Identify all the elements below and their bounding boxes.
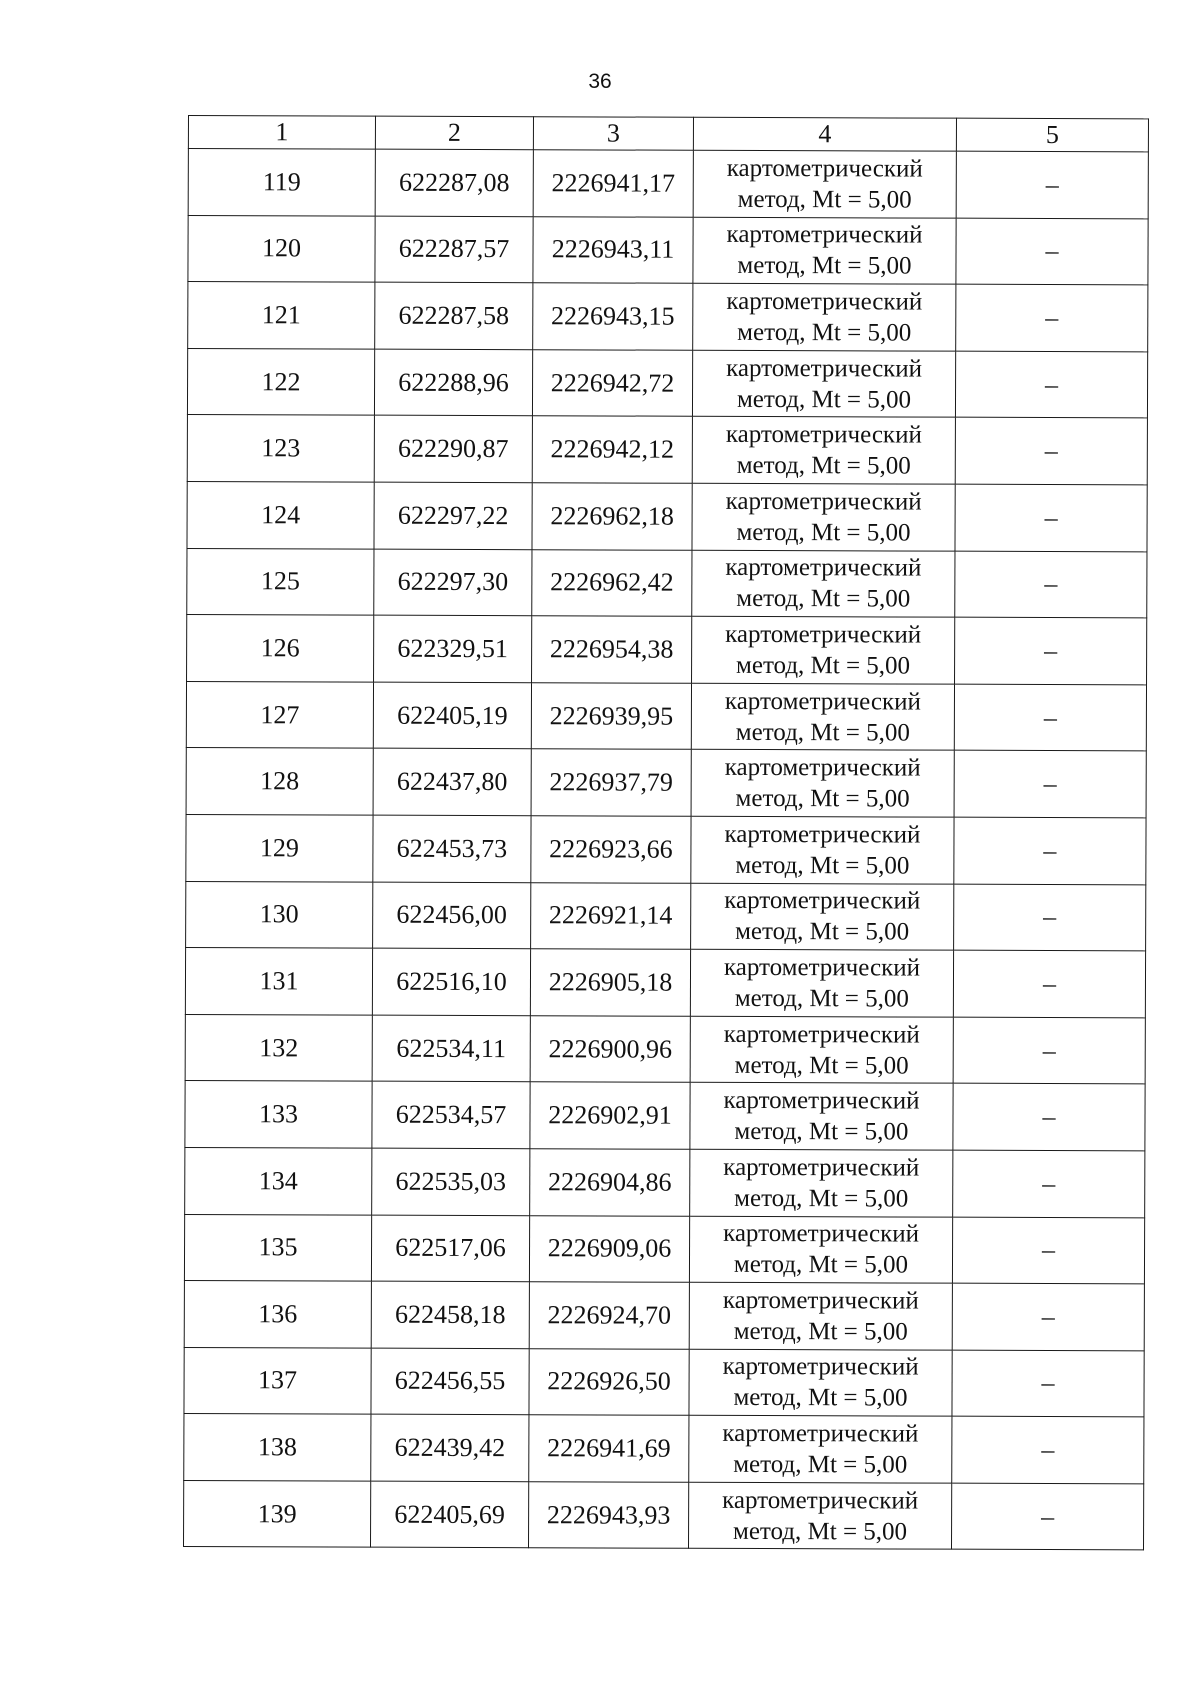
- table-row: [187, 415, 1147, 485]
- method-cell: [690, 1149, 953, 1217]
- y-coordinate-cell: 2226943,11: [533, 216, 693, 283]
- point-number-cell: 136: [184, 1281, 371, 1348]
- y-coordinate-cell: 2226943,15: [533, 283, 693, 350]
- x-coordinate-cell: 622534,11: [372, 1015, 530, 1082]
- method-line-2: метод, Mt = 5,00: [735, 918, 910, 946]
- note-cell: –: [954, 817, 1146, 884]
- point-number-cell: 129: [186, 814, 373, 881]
- point-number-cell: 127: [186, 681, 373, 748]
- point-number-cell: 137: [184, 1347, 371, 1414]
- table-row: [186, 681, 1146, 751]
- point-number-cell: 124: [187, 481, 374, 548]
- point-number-cell: 120: [188, 215, 375, 282]
- method-line-1: картометрический: [723, 1020, 920, 1049]
- method-cell: [693, 150, 956, 218]
- table-row: [184, 1347, 1144, 1417]
- note-cell: –: [956, 151, 1148, 218]
- point-number-cell: 131: [185, 948, 372, 1015]
- table-row: [188, 149, 1148, 219]
- note-cell: –: [954, 684, 1146, 751]
- method-line-2: метод, Mt = 5,00: [735, 785, 910, 813]
- method-cell: [689, 1216, 952, 1284]
- point-number-cell: 134: [185, 1147, 372, 1214]
- table-row: [184, 1281, 1144, 1351]
- note-cell: –: [956, 218, 1148, 285]
- method-line-2: метод, Mt = 5,00: [733, 1317, 908, 1346]
- note-cell: –: [953, 1017, 1145, 1084]
- method-line-1: картометрический: [722, 1286, 919, 1315]
- table-row: [185, 948, 1145, 1018]
- table-header-row: [188, 116, 1148, 152]
- note-cell: –: [954, 884, 1146, 951]
- method-cell: [691, 750, 954, 818]
- method-line-1: картометрический: [726, 354, 923, 383]
- method-line-2: метод, Mt = 5,00: [736, 385, 912, 414]
- y-coordinate-cell: 2226909,06: [529, 1215, 689, 1282]
- note-cell: –: [955, 351, 1147, 418]
- y-coordinate-cell: 2226962,18: [532, 483, 692, 550]
- page-number: 36: [588, 70, 612, 93]
- method-line-1: картометрический: [724, 687, 921, 716]
- x-coordinate-cell: 622405,19: [373, 682, 531, 749]
- method-line-1: картометрический: [725, 421, 922, 449]
- method-line-1: картометрический: [724, 820, 921, 849]
- note-cell: –: [951, 1483, 1143, 1550]
- method-line-2: метод, Mt = 5,00: [736, 585, 911, 613]
- note-cell: –: [954, 751, 1146, 818]
- x-coordinate-cell: 622516,10: [372, 948, 530, 1015]
- method-line-1: картометрический: [722, 1353, 919, 1382]
- method-line-1: картометрический: [726, 221, 923, 249]
- x-coordinate-cell: 622329,51: [374, 615, 532, 682]
- x-coordinate-cell: 622290,87: [374, 416, 532, 483]
- method-line-2: метод, Mt = 5,00: [734, 984, 909, 1013]
- point-number-cell: 130: [186, 881, 373, 948]
- table-row: [184, 1480, 1144, 1550]
- point-number-cell: 126: [187, 615, 374, 682]
- method-cell: [692, 350, 955, 418]
- method-line-2: метод, Mt = 5,00: [736, 651, 911, 680]
- note-cell: –: [956, 284, 1148, 351]
- x-coordinate-cell: 622439,42: [371, 1414, 529, 1481]
- y-coordinate-cell: 2226954,38: [532, 616, 692, 683]
- y-coordinate-cell: 2226939,95: [531, 682, 691, 749]
- table-row: [185, 1014, 1145, 1084]
- method-line-1: картометрический: [724, 754, 921, 782]
- column-header-1: 1: [188, 116, 375, 150]
- y-coordinate-cell: 2226926,50: [529, 1348, 689, 1415]
- method-line-2: метод, Mt = 5,00: [737, 185, 912, 214]
- y-coordinate-cell: 2226902,91: [530, 1082, 690, 1149]
- point-number-cell: 128: [186, 748, 373, 815]
- note-cell: –: [952, 1217, 1144, 1284]
- note-cell: –: [953, 1083, 1145, 1150]
- point-number-cell: 122: [187, 348, 374, 415]
- coordinates-table: [183, 115, 1149, 1551]
- table-row: [187, 481, 1147, 551]
- y-coordinate-cell: 2226941,69: [529, 1415, 689, 1482]
- note-cell: –: [955, 418, 1147, 485]
- x-coordinate-cell: 622288,96: [374, 349, 532, 416]
- table-row: [184, 1414, 1144, 1484]
- method-line-1: картометрический: [723, 1220, 920, 1248]
- x-coordinate-cell: 622517,06: [371, 1215, 529, 1282]
- method-line-1: картометрический: [726, 287, 923, 316]
- y-coordinate-cell: 2226905,18: [530, 949, 690, 1016]
- method-cell: [689, 1282, 952, 1350]
- table-body: [184, 149, 1149, 1551]
- method-line-2: метод, Mt = 5,00: [735, 718, 910, 747]
- method-line-1: картометрический: [722, 1419, 919, 1448]
- note-cell: –: [952, 1350, 1144, 1417]
- method-cell: [689, 1349, 952, 1417]
- method-line-2: метод, Mt = 5,00: [733, 1251, 909, 1279]
- method-line-2: метод, Mt = 5,00: [732, 1517, 908, 1546]
- point-number-cell: 125: [187, 548, 374, 615]
- note-cell: –: [952, 1416, 1144, 1483]
- method-line-1: картометрический: [725, 487, 922, 516]
- method-cell: [688, 1482, 951, 1550]
- method-cell: [693, 283, 956, 351]
- method-cell: [690, 1016, 953, 1084]
- table-row: [187, 548, 1147, 618]
- y-coordinate-cell: 2226923,66: [531, 816, 691, 883]
- y-coordinate-cell: 2226904,86: [530, 1149, 690, 1216]
- method-line-2: метод, Mt = 5,00: [735, 851, 910, 880]
- x-coordinate-cell: 622437,80: [373, 748, 531, 815]
- note-cell: –: [952, 1283, 1144, 1350]
- method-cell: [689, 1416, 952, 1484]
- table-row: [186, 881, 1146, 951]
- method-line-1: картометрический: [723, 1153, 920, 1182]
- method-cell: [692, 550, 955, 618]
- x-coordinate-cell: 622405,69: [371, 1481, 529, 1548]
- x-coordinate-cell: 622456,55: [371, 1348, 529, 1415]
- table-row: [185, 1081, 1145, 1151]
- x-coordinate-cell: 622458,18: [371, 1281, 529, 1348]
- method-line-2: метод, Mt = 5,00: [737, 252, 912, 280]
- x-coordinate-cell: 622453,73: [373, 815, 531, 882]
- table-row: [186, 748, 1146, 818]
- method-line-1: картометрический: [725, 620, 922, 649]
- method-line-2: метод, Mt = 5,00: [734, 1184, 909, 1213]
- x-coordinate-cell: 622535,03: [372, 1148, 530, 1215]
- y-coordinate-cell: 2226900,96: [530, 1015, 690, 1082]
- method-line-2: метод, Mt = 5,00: [733, 1384, 908, 1413]
- point-number-cell: 133: [185, 1081, 372, 1148]
- table-row: [188, 282, 1148, 352]
- x-coordinate-cell: 622287,08: [375, 149, 533, 216]
- method-cell: [692, 483, 955, 551]
- method-cell: [691, 883, 954, 951]
- method-line-2: метод, Mt = 5,00: [734, 1051, 909, 1080]
- method-line-2: метод, Mt = 5,00: [733, 1450, 908, 1479]
- y-coordinate-cell: 2226943,93: [528, 1482, 688, 1549]
- note-cell: –: [955, 617, 1147, 684]
- point-number-cell: 139: [184, 1480, 371, 1547]
- method-line-1: картометрический: [726, 154, 923, 183]
- table-row: [185, 1147, 1145, 1217]
- note-cell: –: [953, 1150, 1145, 1217]
- x-coordinate-cell: 622297,22: [374, 482, 532, 549]
- method-line-2: метод, Mt = 5,00: [736, 518, 911, 547]
- table-row: [186, 814, 1146, 884]
- method-cell: [692, 616, 955, 684]
- method-line-1: картометрический: [723, 1086, 920, 1115]
- y-coordinate-cell: 2226962,42: [532, 549, 692, 616]
- method-line-1: картометрический: [722, 1486, 919, 1515]
- method-cell: [690, 1083, 953, 1151]
- note-cell: –: [953, 950, 1145, 1017]
- x-coordinate-cell: 622287,58: [375, 282, 533, 349]
- method-line-1: картометрический: [724, 887, 921, 915]
- column-header-4: 4: [693, 117, 956, 151]
- x-coordinate-cell: 622287,57: [375, 216, 533, 283]
- table-row: [188, 215, 1148, 285]
- table-row: [187, 615, 1147, 685]
- method-line-2: метод, Mt = 5,00: [734, 1118, 909, 1146]
- y-coordinate-cell: 2226937,79: [531, 749, 691, 816]
- table-row: [184, 1214, 1144, 1284]
- y-coordinate-cell: 2226941,17: [533, 150, 693, 217]
- method-cell: [692, 417, 955, 485]
- method-line-2: метод, Mt = 5,00: [736, 452, 911, 480]
- column-header-3: 3: [533, 117, 693, 151]
- method-line-1: картометрический: [723, 953, 921, 982]
- method-cell: [693, 217, 956, 285]
- note-cell: –: [955, 484, 1147, 551]
- method-cell: [690, 949, 953, 1017]
- x-coordinate-cell: 622534,57: [372, 1081, 530, 1148]
- point-number-cell: 132: [185, 1014, 372, 1081]
- method-line-1: картометрический: [725, 554, 922, 582]
- method-cell: [691, 816, 954, 884]
- y-coordinate-cell: 2226924,70: [529, 1282, 689, 1349]
- y-coordinate-cell: 2226921,14: [531, 882, 691, 949]
- y-coordinate-cell: 2226942,12: [532, 416, 692, 483]
- method-line-2: метод, Mt = 5,00: [737, 318, 912, 347]
- point-number-cell: 123: [187, 415, 374, 482]
- x-coordinate-cell: 622297,30: [374, 549, 532, 616]
- table-row: [187, 348, 1147, 418]
- method-cell: [691, 683, 954, 751]
- note-cell: –: [955, 551, 1147, 618]
- y-coordinate-cell: 2226942,72: [532, 349, 692, 416]
- column-header-5: 5: [956, 118, 1148, 152]
- point-number-cell: 121: [188, 282, 375, 349]
- point-number-cell: 135: [184, 1214, 371, 1281]
- column-header-2: 2: [375, 116, 533, 150]
- point-number-cell: 119: [188, 149, 375, 216]
- x-coordinate-cell: 622456,00: [373, 882, 531, 949]
- point-number-cell: 138: [184, 1414, 371, 1481]
